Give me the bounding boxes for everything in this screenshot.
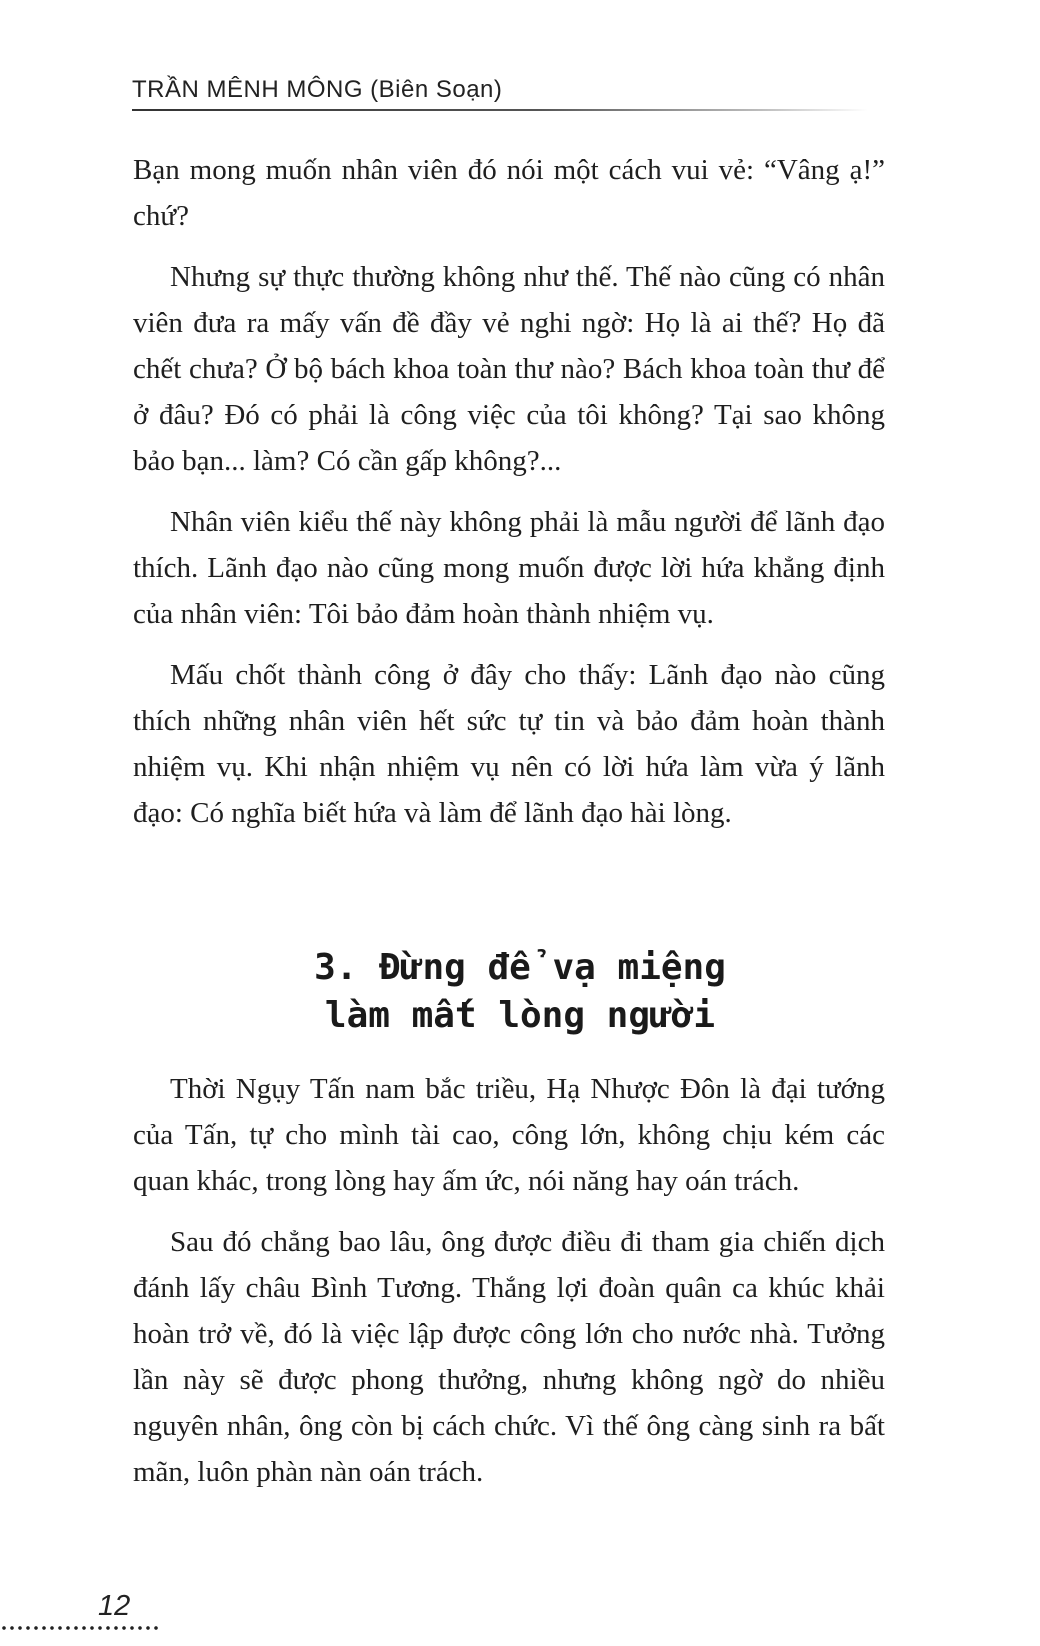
section-heading-line-1: 3. Đừng để vạ miệng bbox=[314, 947, 726, 988]
page-number: 12 bbox=[98, 1590, 131, 1622]
paragraph: Bạn mong muốn nhân viên đó nói một cách vui vẻ: “Vâng ạ!” chứ? bbox=[133, 154, 885, 232]
text-block-after-heading bbox=[133, 1066, 885, 1510]
text-block-before-heading bbox=[133, 147, 885, 851]
section-heading bbox=[0, 944, 1040, 1040]
section-heading-line-2: làm mất lòng người bbox=[324, 995, 716, 1036]
dot-leader bbox=[0, 1626, 162, 1630]
paragraph: Mấu chốt thành công ở đây cho thấy: Lãnh đạo nào cũng thích những nhân viên hết sức tự tin và bảo đảm hoàn thành nhiệm vụ. Khi nhận nhiệm vụ nên có lời hứa làm vừa ý lãnh đạo: Có nghĩa biết hứa và làm để lãnh đạo hài lòng. bbox=[133, 659, 885, 829]
header-rule bbox=[132, 109, 868, 111]
paragraph: Thời Ngụy Tấn nam bắc triều, Hạ Nhược Đôn là đại tướng của Tấn, tự cho mình tài cao, công lớn, không chịu kém các quan khác, trong lòng hay ấm ức, nói năng hay oán trách. bbox=[133, 1073, 885, 1197]
paragraph: Sau đó chẳng bao lâu, ông được điều đi tham gia chiến dịch đánh lấy châu Bình Tương. Thắng lợi đoàn quân ca khúc khải hoàn trở về, đó là việc lập được công lớn cho nước nhà. Tưởng lần này sẽ được phong thưởng, nhưng không ngờ do nhiều nguyên nhân, ông còn bị cách chức. Vì thế ông càng sinh ra bất mãn, luôn phàn nàn oán trách. bbox=[133, 1226, 885, 1488]
paragraph: Nhân viên kiểu thế này không phải là mẫu người để lãnh đạo thích. Lãnh đạo nào cũng mong muốn được lời hứa khẳng định của nhân viên: Tôi bảo đảm hoàn thành nhiệm vụ. bbox=[133, 506, 885, 630]
paragraph: Nhưng sự thực thường không như thế. Thế nào cũng có nhân viên đưa ra mấy vấn đề đầy vẻ nghi ngờ: Họ là ai thế? Họ đã chết chưa? Ở bộ bách khoa toàn thư nào? Bách khoa toàn thư để ở đâu? Đó có phải là công việc của tôi không? Tại sao không bảo bạn... làm? Có cần gấp không?... bbox=[133, 261, 885, 477]
running-header: TRẦN MÊNH MÔNG (Biên Soạn) bbox=[132, 76, 503, 103]
